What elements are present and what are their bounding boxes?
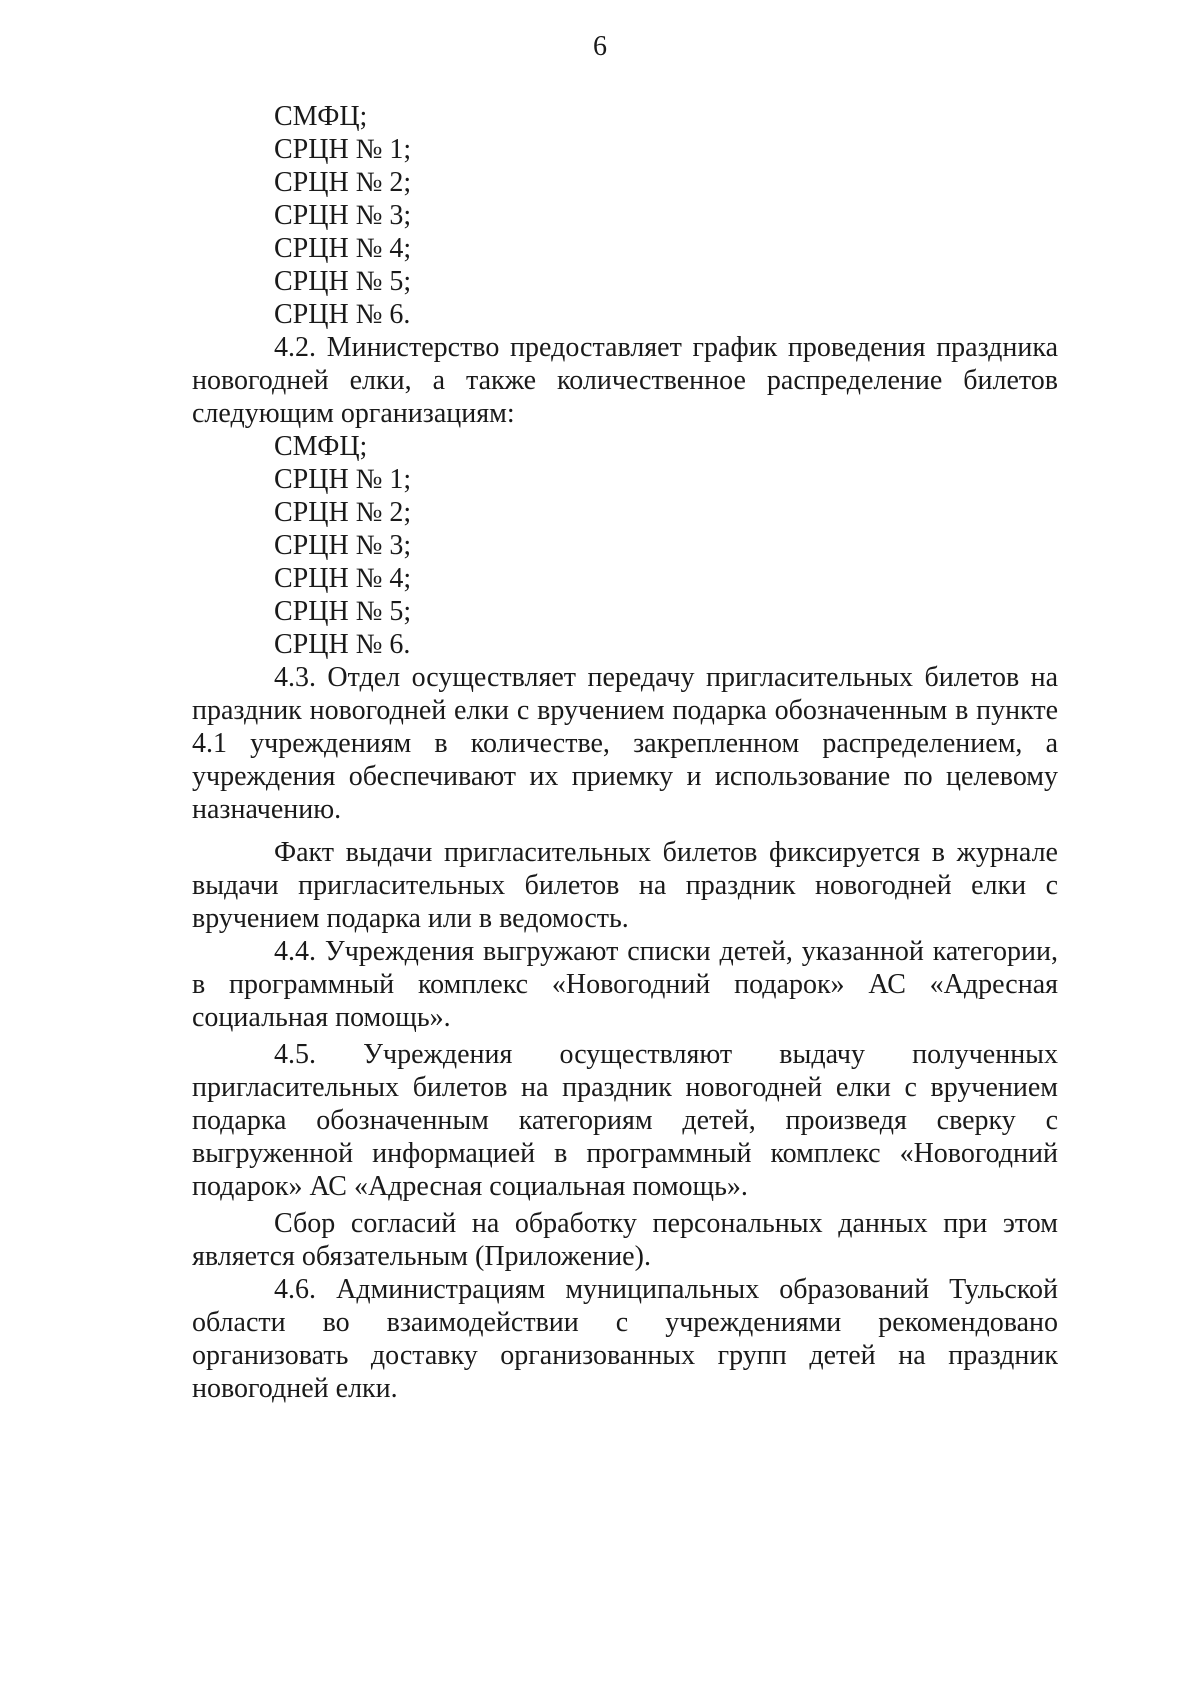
document-body [192,100,1058,1405]
paragraph-4-5: 4.5. Учреждения осуществляют выдачу полученных пригласительных билетов на праздник новогодней елки с вручением подарка обозначенным категориям детей, произведя сверку с выгруженной информацией в программный комплекс «Новогодний подарок» АС «Адресная социальная помощь». [192,1039,1058,1202]
list-item: СМФЦ; [274,431,368,462]
list-item: СРЦН № 4; [274,563,412,594]
paragraph-4-2: 4.2. Министерство предоставляет график проведения праздника новогодней елки, а также количественное распределение билетов следующим организациям: [192,332,1058,429]
list-item: СРЦН № 6. [274,629,411,660]
list-item: СРЦН № 2; [274,167,412,198]
list-item: СРЦН № 5; [274,596,412,627]
paragraph-4-4: 4.4. Учреждения выгружают списки детей, указанной категории, в программный комплекс «Новогодний подарок» АС «Адресная социальная помощь». [192,936,1058,1033]
paragraph-consent: Сбор согласий на обработку персональных данных при этом является обязательным (Приложение). [192,1208,1058,1272]
list-item: СРЦН № 2; [274,497,412,528]
institution-list-1 [192,100,1058,331]
institution-list-2 [192,430,1058,661]
list-item: СРЦН № 6. [274,299,411,330]
list-item: СРЦН № 5; [274,266,412,297]
list-item: СРЦН № 3; [274,200,412,231]
list-item: СРЦН № 1; [274,464,412,495]
paragraph-fact: Факт выдачи пригласительных билетов фиксируется в журнале выдачи пригласительных билетов на праздник новогодней елки с вручением подарка или в ведомость. [192,837,1058,934]
list-item: СРЦН № 4; [274,233,412,264]
list-item: СРЦН № 3; [274,530,412,561]
paragraph-4-6: 4.6. Администрациям муниципальных образований Тульской области во взаимодействии с учреждениями рекомендовано организовать доставку организованных групп детей на праздник новогодней елки. [192,1274,1058,1404]
page-number: 6 [593,31,607,62]
paragraph-4-3: 4.3. Отдел осуществляет передачу пригласительных билетов на праздник новогодней елки с вручением подарка обозначенным в пункте 4.1 учреждениям в количестве, закрепленном распределением, а учреждения обеспечивают их приемку и использование по целевому назначению. [192,662,1058,825]
list-item: СМФЦ; [274,101,368,132]
list-item: СРЦН № 1; [274,134,412,165]
